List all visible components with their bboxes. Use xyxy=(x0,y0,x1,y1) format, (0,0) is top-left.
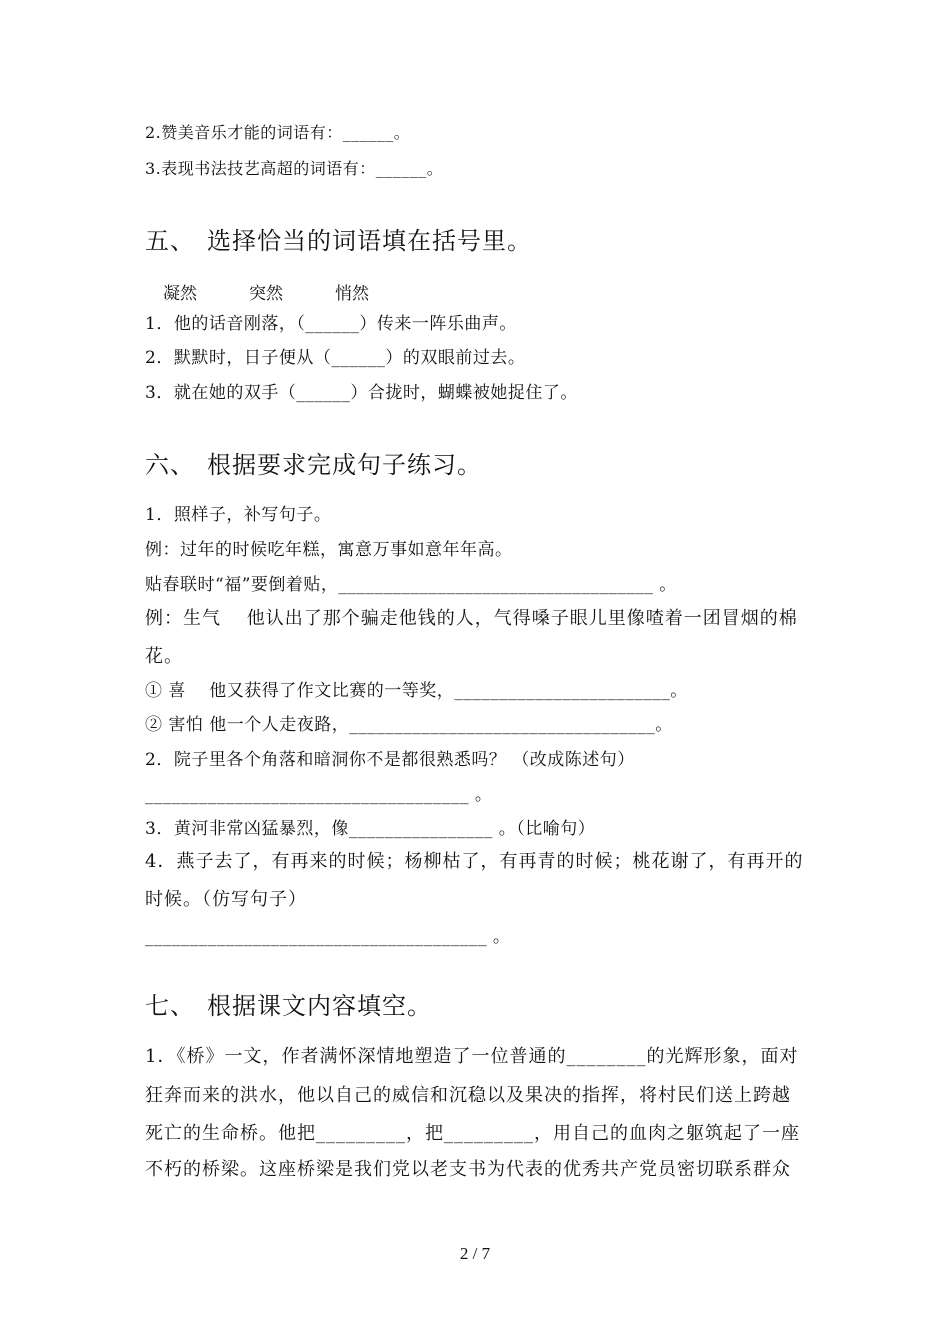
section6-line: 3．黄河非常凶猛暴烈，像________________ 。（比喻句） xyxy=(145,819,596,839)
section6-line: 花。 xyxy=(145,646,183,667)
section6-line: 贴春联时“福”要倒着贴，___________________________________ 。 xyxy=(145,575,677,595)
page-number: 2 / 7 xyxy=(459,1244,491,1263)
section5-heading xyxy=(145,226,532,256)
section6-title: 根据要求完成句子练习。 xyxy=(207,451,482,479)
section6-line: 例：过年的时候吃年糕，寓意万事如意年年高。 xyxy=(145,540,513,560)
section6-line: ____________________________________ 。 xyxy=(145,785,493,805)
section6-heading xyxy=(145,450,482,480)
word-option: 凝然 xyxy=(163,284,197,304)
section6-line: ① 喜 他又获得了作文比赛的一等奖，________________________。 xyxy=(145,681,688,701)
word-option: 悄然 xyxy=(335,284,369,304)
section6-line: 2．院子里各个角落和暗洞你不是都很熟悉吗？ （改成陈述句） xyxy=(145,750,635,770)
section5-item-2: 2．默默时，日子便从（______）的双眼前过去。 xyxy=(145,348,526,368)
section7-line: 死亡的生命桥。他把_________，把_________，用自己的血肉之躯筑起了一座 xyxy=(145,1123,800,1144)
section7-title: 根据课文内容填空。 xyxy=(207,992,432,1020)
section5-number: 五、 xyxy=(145,227,195,255)
section6-line: ② 害怕 他一个人走夜路，__________________________________。 xyxy=(145,715,673,735)
section6-line: 1．照样子，补写句子。 xyxy=(145,505,332,525)
section4-item-2: 2.赞美音乐才能的词语有：______。 xyxy=(145,123,411,142)
section5-item-3: 3．就在她的双手（______）合拢时，蝴蝶被她捉住了。 xyxy=(145,383,578,403)
section7-line: 不朽的桥梁。这座桥梁是我们党以老支书为代表的优秀共产党员密切联系群众 xyxy=(145,1159,791,1180)
word-bank xyxy=(163,279,421,304)
section4-item-3: 3.表现书法技艺高超的词语有：______。 xyxy=(145,159,444,178)
section6-line: ______________________________________ 。 xyxy=(145,927,511,947)
section6-line: 时候。（仿写句子） xyxy=(145,889,307,910)
section6-line: 例：生气 他认出了那个骗走他钱的人，气得嗓子眼儿里像喳着一团冒烟的棉 xyxy=(145,608,798,629)
section5-item-1: 1．他的话音刚落，（______）传来一阵乐曲声。 xyxy=(145,314,517,334)
section7-number: 七、 xyxy=(145,992,195,1020)
section7-line: 1．《桥》一文，作者满怀深情地塑造了一位普通的________的光辉形象，面对 xyxy=(145,1046,799,1067)
section6-number: 六、 xyxy=(145,451,195,479)
section7-line: 狂奔而来的洪水，他以自己的威信和沉稳以及果决的指挥，将村民们送上跨越 xyxy=(145,1085,791,1106)
section5-title: 选择恰当的词语填在括号里。 xyxy=(207,227,532,255)
section7-heading xyxy=(145,991,432,1021)
section6-line: 4．燕子去了，有再来的时候；杨柳枯了，有再青的时候；桃花谢了，有再开的 xyxy=(145,851,804,872)
word-option: 突然 xyxy=(249,284,283,304)
